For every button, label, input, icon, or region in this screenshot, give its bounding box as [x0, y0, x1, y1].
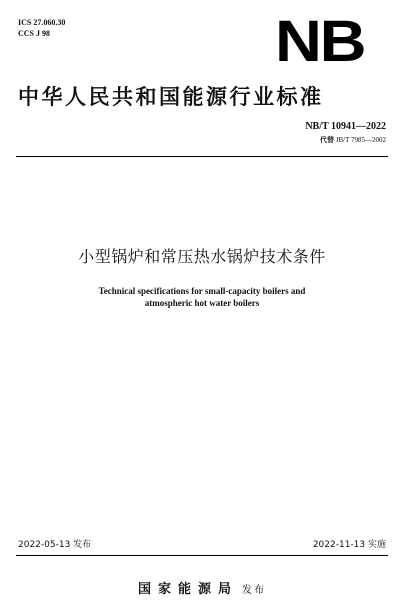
implementation-date: 2022-11-13 实施 [312, 540, 386, 550]
title-english-line-2: atmospheric hot water boilers [144, 298, 260, 308]
document-title-english [0, 285, 404, 309]
issuing-category-title: 中华人民共和国能源行业标准 [18, 85, 324, 109]
publish-label: 发布 [242, 585, 266, 596]
ccs-code: CCS J 98 [18, 29, 51, 38]
replaces-label: 代替 [320, 136, 334, 144]
publisher-name: 国家能源局 [137, 582, 238, 597]
publisher-line [0, 578, 404, 597]
issue-date: 2022-05-13 发布 [18, 540, 92, 550]
standard-number: NB/T 10941—2022 [305, 121, 386, 132]
top-divider [16, 156, 388, 157]
title-english-line-1: Technical specifications for small-capacity boilers and [98, 286, 306, 296]
replaces-note [320, 135, 386, 145]
ics-code: ICS 27.060.30 [18, 18, 66, 27]
nb-logo: NB [275, 9, 365, 74]
document-title-chinese: 小型锅炉和常压热水锅炉技术条件 [78, 247, 326, 266]
bottom-divider [16, 555, 388, 556]
replaced-standard: JB/T 7985—2002 [335, 136, 386, 144]
